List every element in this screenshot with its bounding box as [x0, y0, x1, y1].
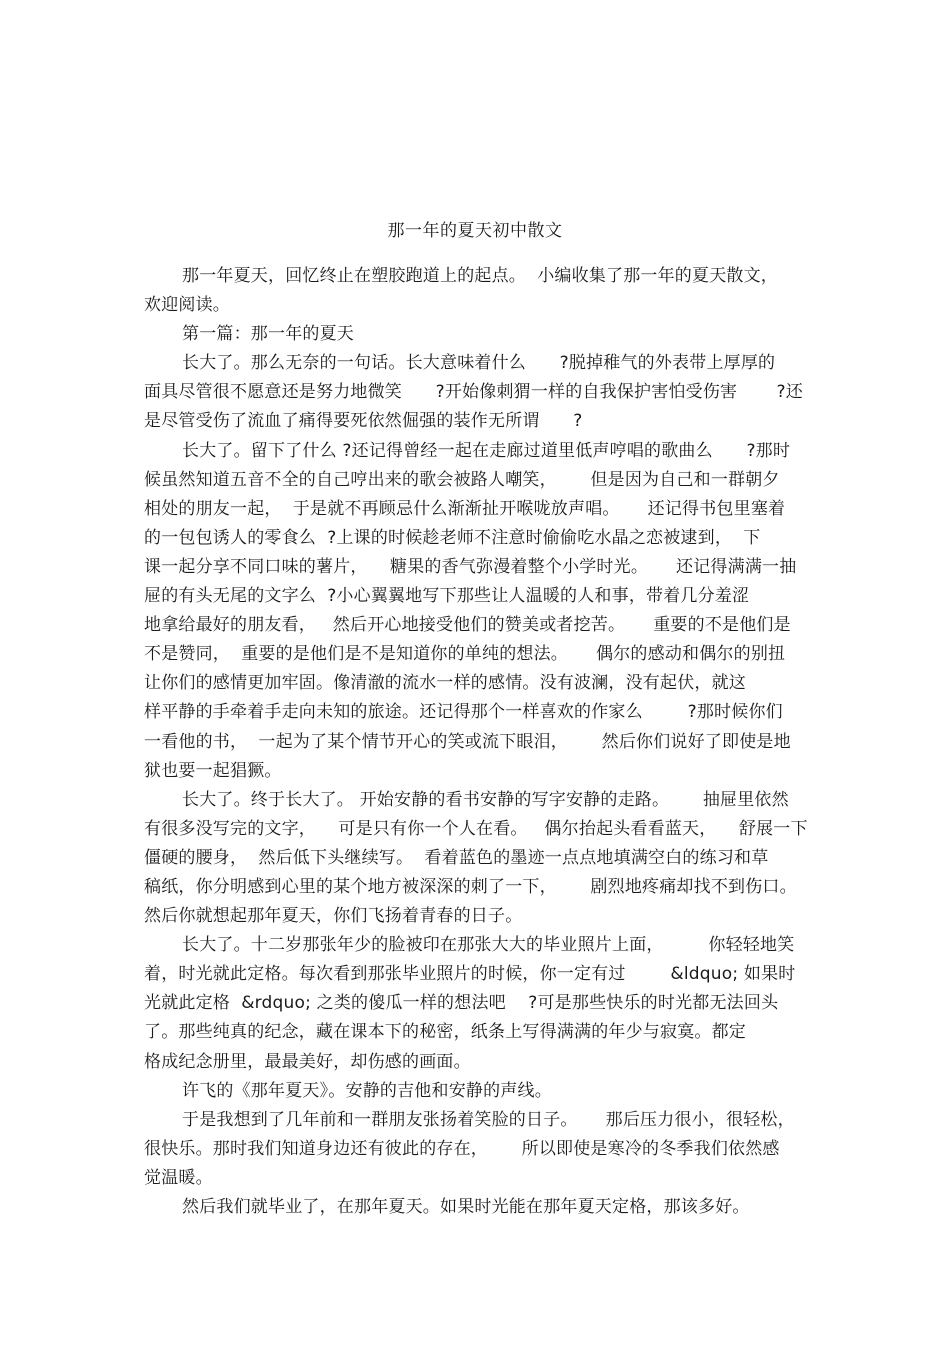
- text-line: 僵硬的腰身， 然后低下头继续写。 看着蓝色的墨迹一点点地填满空白的练习和草: [144, 847, 769, 868]
- text-line: 格成纪念册里，最最美好，却伤感的画面。: [144, 1051, 471, 1072]
- text-line: 的一包包诱人的零食么 ?上课的时候趁老师不注意时偷偷吃水晶之恋被逮到， 下: [144, 527, 761, 548]
- text-line: 着，时光就此定格。每次看到那张毕业照片的时候，你一定有过 &ldquo; 如果时: [144, 964, 796, 985]
- text-line: 欢迎阅读。: [144, 295, 230, 316]
- text-line: 是尽管受伤了流血了痛得要死依然倔强的装作无所谓 ?: [144, 411, 583, 432]
- document-title: 那一年的夏天初中散文: [387, 221, 563, 241]
- text-line: 长大了。那么无奈的一句话。长大意味着什么 ?脱掉稚气的外表带上厚厚的: [182, 353, 776, 374]
- text-line: 屉的有头无尾的文字么 ?小心翼翼地写下那些让人温暖的人和事，带着几分羞涩: [144, 586, 750, 607]
- text-line: 长大了。十二岁那张年少的脸被印在那张大大的毕业照片上面， 你轻轻地笑: [182, 935, 795, 956]
- text-line: 第一篇：那一年的夏天: [182, 324, 354, 345]
- text-line: 那一年夏天，回忆终止在塑胶跑道上的起点。 小编收集了那一年的夏天散文，: [182, 266, 779, 286]
- text-line: 长大了。留下了什么 ?还记得曾经一起在走廊过道里低声哼唱的歌曲么 ?那时: [182, 440, 791, 461]
- text-line: 然后我们就毕业了，在那年夏天。如果时光能在那年夏天定格，那该多好。: [182, 1197, 750, 1217]
- text-line: 课一起分享不同口味的薯片， 糖果的香气弥漫着整个小学时光。 还记得满满一抽: [144, 556, 797, 577]
- text-line: 很快乐。那时我们知道身边还有彼此的存在， 所以即使是寒冷的冬季我们依然感: [144, 1138, 780, 1159]
- text-line: 有很多没写完的文字， 可是只有你一个人在看。 偶尔抬起头看看蓝天， 舒展一下: [144, 818, 808, 839]
- text-line: 地拿给最好的朋友看， 然后开心地接受他们的赞美或者挖苦。 重要的不是他们是: [144, 615, 791, 636]
- text-line: 样平静的手牵着手走向未知的旅途。还记得那个一样喜欢的作家么 ?那时候你们: [144, 702, 783, 723]
- text-line: 觉温暖。: [144, 1167, 213, 1188]
- text-line: 了。那些纯真的纪念，藏在课本下的秘密，纸条上写得满满的年少与寂寞。都定: [144, 1022, 746, 1043]
- text-line: 光就此定格 &rdquo; 之类的傻瓜一样的想法吧 ?可是那些快乐的时光都无法回头: [144, 993, 779, 1014]
- text-line: 狱也要一起猖獗。: [144, 760, 282, 781]
- text-line: 候虽然知道五音不全的自己哼出来的歌会被路人嘲笑， 但是因为自己和一群朝夕: [144, 469, 780, 490]
- text-line: 许飞的《那年夏天》。安静的吉他和安静的声线。: [182, 1080, 552, 1101]
- text-line: 相处的朋友一起， 于是就不再顾忌什么渐渐扯开喉咙放声唱。 还记得书包里塞着: [144, 498, 786, 519]
- text-line: 面具尽管很不愿意还是努力地微笑 ?开始像刺猬一样的自我保护害怕受伤害 ?还: [144, 382, 803, 403]
- text-line: 稿纸，你分明感到心里的某个地方被深深的刺了一下， 剧烈地疼痛却找不到伤口。: [144, 876, 797, 897]
- text-line: 不是赞同， 重要的是他们是不是知道你的单纯的想法。 偶尔的感动和偶尔的别扭: [144, 644, 786, 665]
- text-line: 让你们的感情更加牢固。像清澈的流水一样的感情。没有波澜，没有起伏，就这: [144, 673, 746, 694]
- document-body: [144, 262, 808, 1222]
- text-line: 一看他的书， 一起为了某个情节开心的笑或流下眼泪， 然后你们说好了即使是地: [144, 731, 791, 752]
- text-line: 然后你就想起那年夏天，你们飞扬着青春的日子。: [144, 906, 523, 927]
- text-line: 长大了。终于长大了。 开始安静的看书安静的写字安静的走路。 抽屉里依然: [182, 789, 789, 810]
- text-line: 于是我想到了几年前和一群朋友张扬着笑脸的日子。 那后压力很小，很轻松，: [182, 1109, 795, 1130]
